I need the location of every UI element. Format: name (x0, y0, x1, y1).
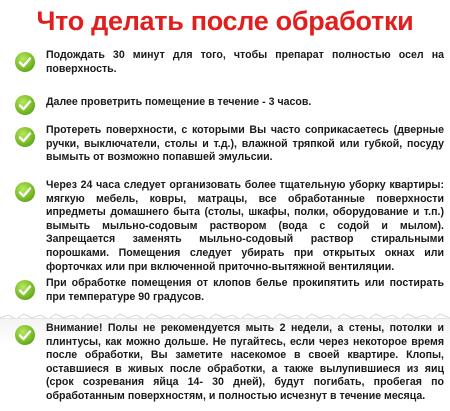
page-title: Что делать после обработки (36, 6, 414, 36)
check-circle-icon (14, 279, 36, 301)
list-item (14, 124, 444, 165)
check-circle-icon (14, 324, 36, 346)
list-item-text: При обработке помещения от клопов белье прокипятить или постирать при температуре 90 градусов. (46, 277, 444, 303)
list-item-text: Далее проветрить помещение в течение - 3 часов. (46, 96, 312, 108)
list-item-text: Через 24 часа следует организовать более тщательную уборку квартиры: мягкую мебель, ковры, матрацы, все обработанные поверхности ипредметы домашнего быта (столы, шкафы, полки, оборудование и т.п.) вымыть мыльно-содовым раствором (вода с содой и мылом). Запрещается заменять мыльно-содовый раствор стиральными порошками. Помещения следует убирать при открытых окнах или форточках или при включенной приточно-вытяжной вентиляции. (46, 179, 444, 273)
list-item-text: Подождать 30 минут для того, чтобы препарат полностью осел на поверхность. (46, 49, 444, 75)
check-circle-icon (14, 94, 36, 116)
list-item (14, 49, 444, 76)
list-item (14, 322, 444, 404)
list-item-text: Протереть поверхности, с которыми Вы часто соприкасаетесь (дверные ручки, выключатели, столы и т.д.), влажной тряпкой или губкой, посуду вымыть от возможно попавшей эмульсии. (46, 124, 444, 164)
list-item (14, 92, 444, 116)
check-circle-icon (14, 181, 36, 203)
list-item (14, 277, 444, 304)
check-circle-icon (14, 126, 36, 148)
check-circle-icon (14, 51, 36, 73)
list-item (14, 179, 444, 274)
list-item-text: Внимание! Полы не рекомендуется мыть 2 недели, а стены, потолки и плинтусы, как можно дольше. Не пугайтесь, если через некоторое время после обработки, Вы заметите насекомое в своей квартире. Клопы, оставшиеся в живых после обработки, а также вылупившиеся из яиц (срок созревания яйца 14- 30 дней), будут погибать, пробегая по обработанным поверхностям, и полностью исчезнут в течение месяца. (46, 322, 444, 402)
